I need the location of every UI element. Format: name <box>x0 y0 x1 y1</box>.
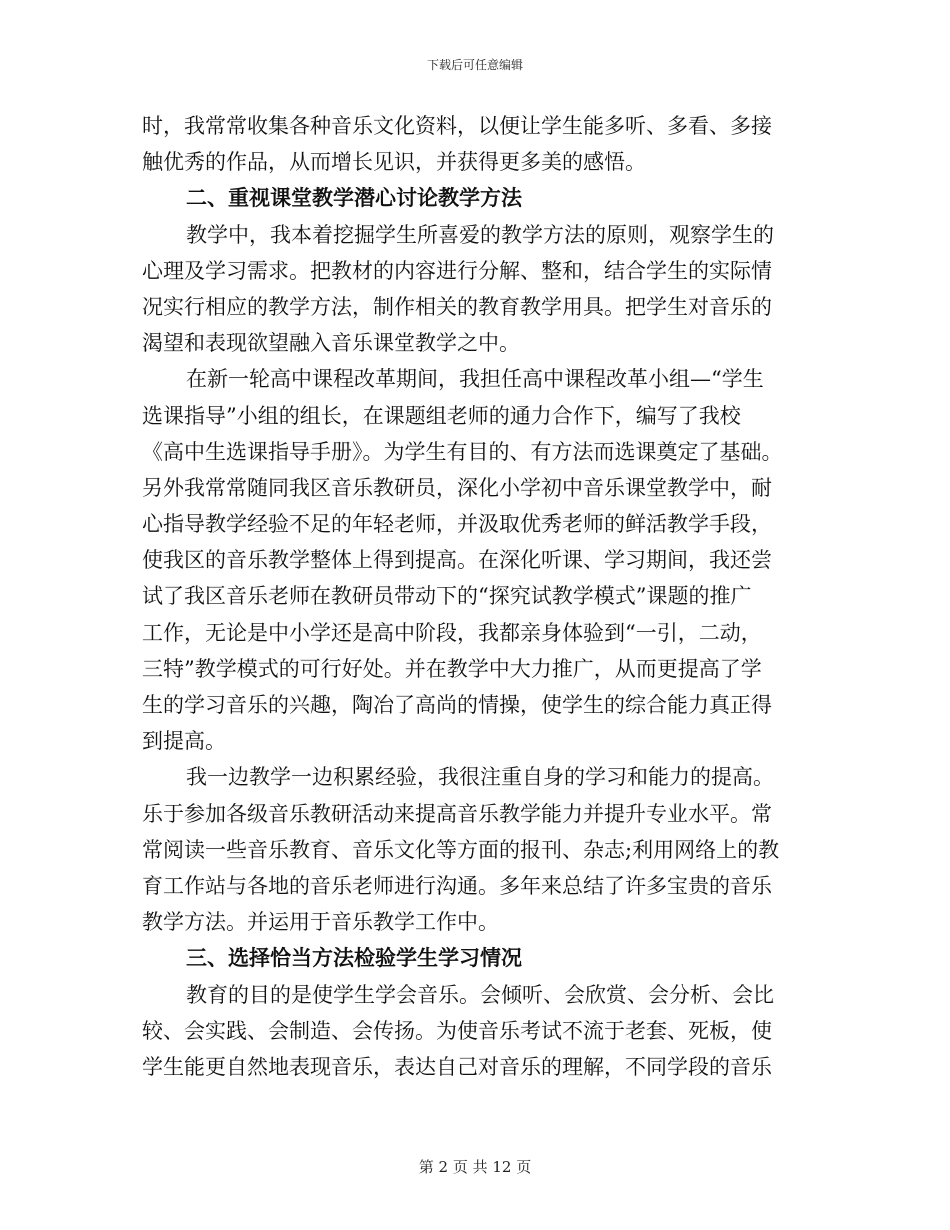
text-line: 《高中生选课指导手册》。为学生有目的、有方法而选课奠定了基础。 <box>142 439 783 464</box>
text-line: 时，我常常收集各种音乐文化资料，以便让学生能多听、多看、多接 <box>142 114 772 138</box>
text-line: 况实行相应的教学方法，制作相关的教育教学用具。把学生对音乐的 <box>142 294 772 319</box>
text-line: 心理及学习需求。把教材的内容进行分解、整和，结合学生的实际情 <box>142 258 772 283</box>
text-line: 我一边教学一边积累经验，我很注重自身的学习和能力的提高。 <box>186 765 774 790</box>
text-line: 心指导教学经验不足的年轻老师，并汲取优秀老师的鲜活教学手段， <box>142 512 772 537</box>
text-line: 选课指导”小组的组长，在课题组老师的通力合作下，编写了我校 <box>142 403 741 428</box>
text-line: 教学中，我本着挖掘学生所喜爱的教学方法的原则，观察学生的 <box>186 222 774 247</box>
text-line: 触优秀的作品，从而增长见识，并获得更多美的感悟。 <box>142 150 646 175</box>
section-heading: 三、选择恰当方法检验学生学习情况 <box>186 946 522 971</box>
text-line: 另外我常常随同我区音乐教研员，深化小学初中音乐课堂教学中，耐 <box>142 475 772 500</box>
page-footer: 第 2 页 共 12 页 <box>418 1158 532 1176</box>
text-line: 使我区的音乐教学整体上得到提高。在深化听课、学习期间，我还尝 <box>142 548 772 573</box>
document-body <box>142 108 812 1085</box>
text-line: 工作，无论是中小学还是高中阶段，我都亲身体验到“一引，二动， <box>142 620 762 645</box>
text-line: 生的学习音乐的兴趣，陶冶了高尚的情操，使学生的综合能力真正得 <box>142 693 772 717</box>
page-header: 下载后可任意编辑 <box>426 58 523 72</box>
text-line: 乐于参加各级音乐教研活动来提高音乐教学能力并提升专业水平。常 <box>142 801 772 826</box>
text-line: 渴望和表现欲望融入音乐课堂教学之中。 <box>142 331 520 356</box>
text-line: 较、会实践、会制造、会传扬。为使音乐考试不流于老套、死板，使 <box>142 1018 772 1043</box>
text-line: 三特”教学模式的可行好处。并在教学中大力推广，从而更提高了学 <box>142 656 762 681</box>
text-line: 教学方法。并运用于音乐教学工作中。 <box>142 910 499 935</box>
text-line: 试了我区音乐老师在教研员带动下的“探究试教学模式”课题的推广 <box>142 584 752 609</box>
text-line: 在新一轮高中课程改革期间，我担任高中课程改革小组—“学生 <box>186 367 764 392</box>
text-line: 育工作站与各地的音乐老师进行沟通。多年来总结了许多宝贵的音乐 <box>142 873 772 898</box>
text-line: 到提高。 <box>142 729 226 754</box>
text-line: 常阅读一些音乐教育、音乐文化等方面的报刊、杂志;利用网络上的教 <box>142 837 780 862</box>
text-line: 学生能更自然地表现音乐，表达自己对音乐的理解，不同学段的音乐 <box>142 1054 772 1079</box>
section-heading: 二、重视课堂教学潜心讨论教学方法 <box>186 186 522 211</box>
text-line: 教育的目的是使学生学会音乐。会倾听、会欣赏、会分析、会比 <box>186 982 774 1007</box>
